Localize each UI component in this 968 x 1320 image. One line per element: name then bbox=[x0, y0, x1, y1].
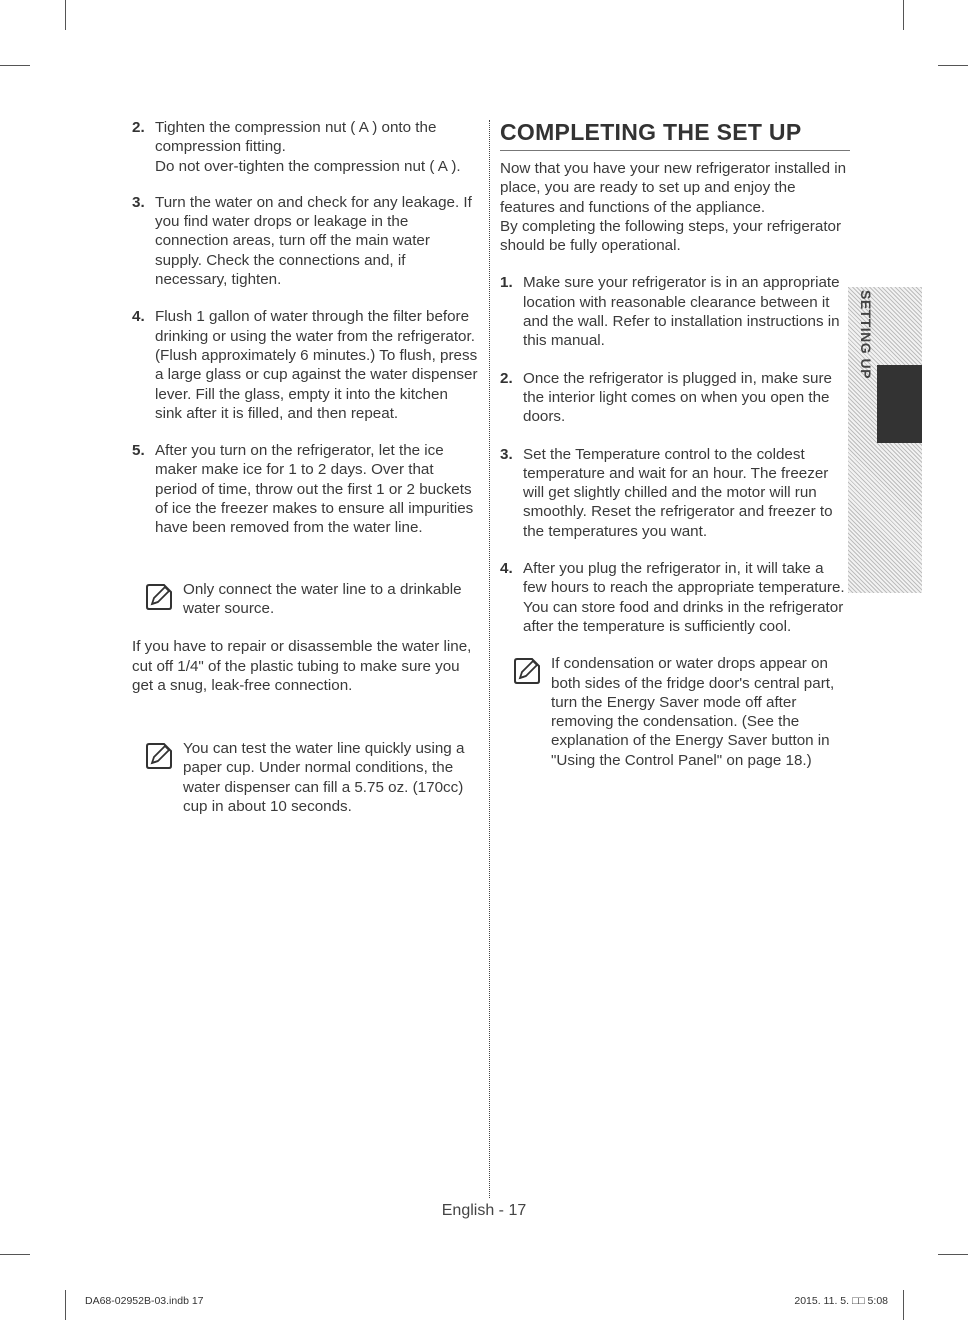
note-pencil-icon bbox=[144, 741, 174, 771]
crop-mark bbox=[938, 65, 968, 66]
setup-step-1 bbox=[500, 273, 850, 350]
note-paper-cup-test bbox=[132, 739, 478, 816]
print-slug-file: DA68-02952B-03.indb 17 bbox=[85, 1295, 204, 1307]
left-column bbox=[132, 118, 478, 816]
step-number: 3. bbox=[132, 193, 145, 211]
note-text: Only connect the water line to a drinkable water source. bbox=[183, 580, 462, 617]
side-tab-marker bbox=[877, 365, 922, 443]
step-4 bbox=[132, 307, 478, 423]
right-column bbox=[500, 118, 850, 770]
crop-mark bbox=[65, 0, 66, 30]
step-text: Turn the water on and check for any leakage. If you find water drops or leakage in the connection areas, turn off the main water supply. Check the connections and, if necessary, tighten. bbox=[155, 193, 472, 289]
repair-paragraph: If you have to repair or disassemble the water line, cut off 1/4" of the plastic tubing to make sure you get a snug, leak-free connection. bbox=[132, 638, 472, 694]
note-pencil-icon bbox=[144, 582, 174, 612]
note-condensation bbox=[500, 654, 850, 770]
step-3 bbox=[132, 193, 478, 289]
step-2 bbox=[132, 118, 478, 176]
step-number: 1. bbox=[500, 274, 513, 292]
step-number: 2. bbox=[132, 119, 145, 136]
step-text: After you turn on the refrigerator, let the ice maker make ice for 1 to 2 days. Over that period of time, throw out the first 1 or 2 buckets of ice the freezer makes to ensure all impurities have been removed from the water line. bbox=[155, 442, 474, 537]
crop-mark bbox=[903, 1290, 904, 1320]
step-text: Do not over-tighten the compression nut ( A ). bbox=[155, 157, 461, 175]
step-text: Set the Temperature control to the coldest temperature and wait for an hour. The freezer will get slightly chilled and the motor will run smoothly. Reset the refrigerator and freezer to the temperatures you want. bbox=[523, 445, 833, 540]
column-divider bbox=[489, 120, 490, 1198]
step-5 bbox=[132, 441, 478, 537]
setup-step-4 bbox=[500, 559, 850, 636]
note-text: If condensation or water drops appear on both sides of the fridge door's central part, turn the Energy Saver mode off after removing the condensation. (See the explanation of the Energy Saver button in "Using the Control Panel" on page 18.) bbox=[551, 655, 835, 769]
section-heading: COMPLETING THE SET UP bbox=[500, 118, 850, 151]
note-text: You can test the water line quickly using a paper cup. Under normal conditions, the water dispenser can fill a 5.75 oz. (170cc) cup in about 10 seconds. bbox=[183, 740, 465, 816]
step-text: After you plug the refrigerator in, it will take a few hours to reach the appropriate temperature. You can store food and drinks in the refrigerator after the temperature is sufficiently cool. bbox=[523, 560, 845, 635]
crop-mark bbox=[938, 1254, 968, 1255]
step-text: Once the refrigerator is plugged in, make sure the interior light comes on when you open the doors. bbox=[523, 369, 832, 426]
setup-step-3 bbox=[500, 445, 850, 541]
crop-mark bbox=[65, 1290, 66, 1320]
print-slug-date: 2015. 11. 5. □□ 5:08 bbox=[794, 1295, 888, 1307]
crop-mark bbox=[0, 1254, 30, 1255]
note-drinkable-water bbox=[132, 580, 478, 619]
side-tab-label: SETTING UP bbox=[858, 290, 874, 380]
step-number: 4. bbox=[132, 308, 145, 326]
crop-mark bbox=[903, 0, 904, 30]
step-text: Tighten the compression nut ( A ) onto the compression fitting. bbox=[155, 119, 437, 156]
crop-mark bbox=[0, 65, 30, 66]
note-pencil-icon bbox=[512, 656, 542, 686]
step-number: 5. bbox=[132, 442, 145, 460]
setup-step-2 bbox=[500, 369, 850, 427]
step-text: Flush 1 gallon of water through the filter before drinking or using the water from the refrigerator. (Flush approximately 6 minutes.) To flush, press a large glass or cup against the water dispenser lever. Fill the glass, empty it into the kitchen sink after it is filled, and then repeat. bbox=[155, 308, 478, 422]
page-number: English - 17 bbox=[441, 1202, 527, 1219]
intro-text: Now that you have your new refrigerator installed in place, you are ready to set up and enjoy the features and functions of the appliance. bbox=[500, 160, 847, 216]
step-number: 4. bbox=[500, 560, 513, 578]
intro-text: By completing the following steps, your refrigerator should be fully operational. bbox=[500, 217, 842, 255]
step-number: 2. bbox=[500, 369, 513, 387]
step-text: Make sure your refrigerator is in an appropriate location with reasonable clearance between it and the wall. Refer to installation instructions in this manual. bbox=[523, 274, 840, 350]
step-number: 3. bbox=[500, 445, 513, 463]
